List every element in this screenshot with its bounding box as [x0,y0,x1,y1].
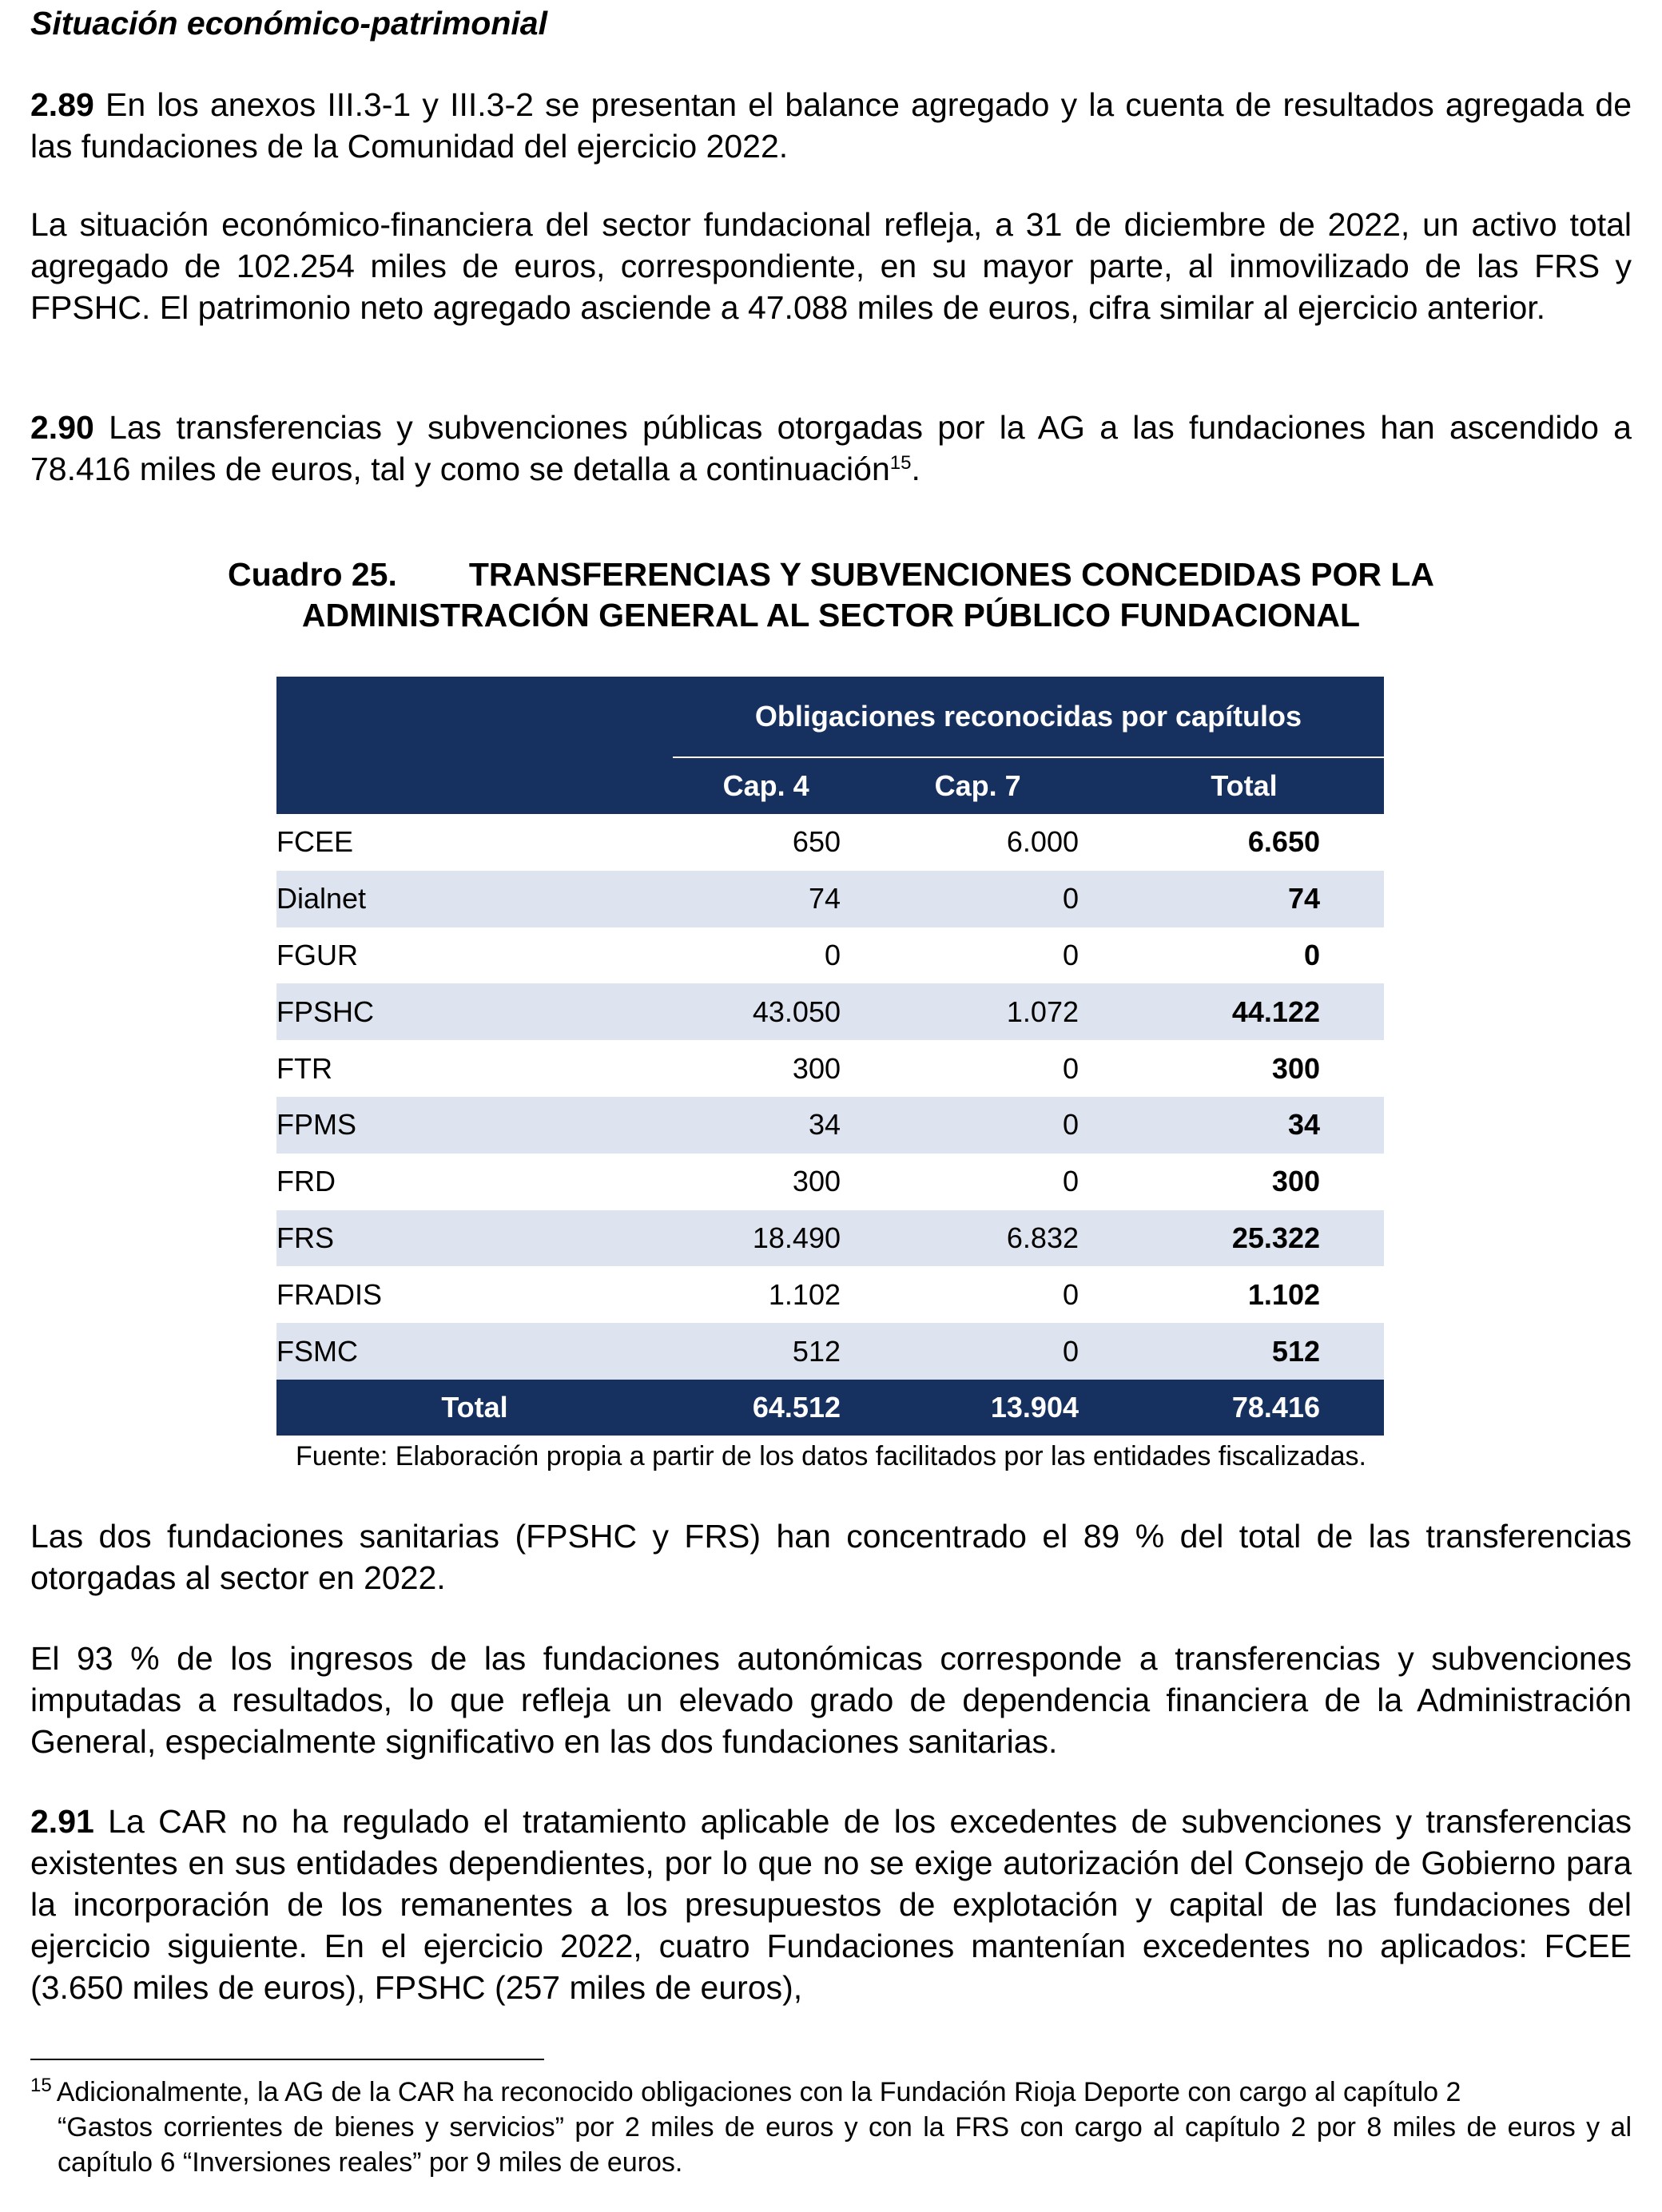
paragraph-number: 2.91 [30,1803,94,1840]
row-values [673,1266,1384,1323]
row-values [673,1040,1384,1097]
row-values [673,1210,1384,1267]
total-total: 78.416 [1231,1390,1320,1424]
row-values [673,1097,1384,1154]
table-row [276,927,1384,984]
caption-label: Cuadro 25. [227,556,397,593]
row-name: FSMC [276,1334,358,1368]
footnote-reference[interactable]: 15 [889,452,912,474]
row-name: FRD [276,1165,336,1198]
paragraph-number: 2.89 [30,86,94,123]
table-row [276,1323,1384,1380]
total-values [673,1380,1384,1436]
footnote-continuation: “Gastos corrientes de bienes y servicios” por 2 miles de euros y con la FRS con cargo al capítulo 2 por 8 miles de euros y al capítulo 6 “Inversiones reales” por 9 miles de euros. [58,2112,1632,2178]
column-header-cap4: Cap. 4 [722,769,809,802]
row-cap7: 0 [1062,882,1079,915]
row-total: 1.102 [1247,1277,1320,1311]
table-total-row [276,1380,1384,1436]
row-total: 300 [1271,1165,1320,1198]
table-row [276,871,1384,927]
header-group [673,677,1384,757]
paragraph-2-89 [30,84,1632,167]
row-total: 0 [1303,938,1320,971]
total-cap7: 13.904 [990,1390,1079,1424]
row-name: FRADIS [276,1277,383,1311]
total-cap4: 64.512 [752,1390,841,1424]
row-values [673,814,1384,871]
column-headers [673,757,1384,814]
group-label: Obligaciones reconocidas por capítulos [754,700,1302,733]
row-cap7: 0 [1062,1051,1079,1085]
row-cap4: 650 [792,825,841,859]
row-cap7: 0 [1062,1277,1079,1311]
total-label: Total [441,1390,508,1424]
row-total: 512 [1271,1334,1320,1368]
row-cap4: 300 [792,1051,841,1085]
table-row [276,1266,1384,1323]
row-cap4: 300 [792,1165,841,1198]
column-header-cap7: Cap. 7 [934,769,1021,802]
row-cap4: 18.490 [752,1221,841,1254]
table-row [276,814,1384,871]
row-cap4: 0 [824,938,841,971]
paragraph-ingresos: El 93 % de los ingresos de las fundaciones autonómicas corresponde a transferencias y subvenciones imputadas a resultados, lo que refleja un elevado grado de dependencia financiera de la Administración General, especialmente significativo en las dos fundaciones sanitarias. [30,1640,1632,1760]
transfers-table-body [276,677,1384,1436]
paragraph-text: Las transferencias y subvenciones públicas otorgadas por la AG a las fundaciones han ascendido a 78.416 miles de euros, tal y como se detalla a continuación [30,409,1632,487]
table-row [276,1154,1384,1210]
table-row [276,983,1384,1040]
header-blank-2 [276,757,673,814]
row-cap4: 74 [808,882,841,915]
paragraph-2-90 [30,407,1632,490]
row-values [673,1154,1384,1210]
table-source: Fuente: Elaboración propia a partir de los datos facilitados por las entidades fiscalizadas. [296,1441,1366,1471]
paragraph-number: 2.90 [30,409,94,446]
table-row [276,1097,1384,1154]
paragraph-situacion: La situación económico-financiera del sector fundacional refleja, a 31 de diciembre de 2022, un activo total agregado de 102.254 miles de euros, correspondiente, en su mayor parte, al inmovilizado de las FRS y FPSHC. El patrimonio neto agregado asciende a 47.088 miles de euros, cifra similar al ejercicio anterior. [30,206,1632,326]
row-values [673,983,1384,1040]
footnote-15 [30,2068,1632,2180]
paragraph-text: En los anexos III.3-1 y III.3-2 se presentan el balance agregado y la cuenta de resultados agregada de las fundaciones de la Comunidad del ejercicio 2022. [30,86,1632,165]
row-total: 44.122 [1231,995,1320,1028]
row-cap7: 6.000 [1006,825,1079,859]
caption-title-2: ADMINISTRACIÓN GENERAL AL SECTOR PÚBLICO FUNDACIONAL [301,597,1361,633]
row-cap7: 0 [1062,1334,1079,1368]
paragraph-end: . [911,451,920,487]
row-cap7: 0 [1062,938,1079,971]
row-name: FPMS [276,1108,357,1142]
row-cap7: 6.832 [1006,1221,1079,1254]
row-name: FGUR [276,938,358,971]
footnote-separator [30,2059,544,2060]
row-name: FRS [276,1221,334,1254]
row-cap4: 1.102 [768,1277,841,1311]
row-total: 300 [1271,1051,1320,1085]
footnote-line-1: Adicionalmente, la AG de la CAR ha reconocido obligaciones con la Fundación Rioja Deporte con cargo al capítulo 2 [56,2077,1461,2107]
paragraph-text: La CAR no ha regulado el tratamiento aplicable de los excedentes de subvenciones y transferencias existentes en sus entidades dependientes, por lo que no se exige autorización del Consejo de Gobierno para la incorporación de los remanentes a los presupuestos de explotación y capital de las fundaciones del ejercicio siguiente. En el ejercicio 2022, cuatro Fundaciones mantenían excedentes no aplicados: FCEE (3.650 miles de euros), FPSHC (257 miles de euros), [30,1803,1632,2006]
row-total: 6.650 [1247,825,1320,859]
row-total: 74 [1287,882,1320,915]
row-name: FPSHC [276,995,375,1028]
row-name: Dialnet [276,882,367,915]
row-total: 34 [1287,1108,1320,1142]
footnote-number: 15 [30,2075,52,2096]
column-header-total: Total [1211,769,1278,802]
row-values [673,871,1384,927]
paragraph-sanitarias: Las dos fundaciones sanitarias (FPSHC y FRS) han concentrado el 89 % del total de las transferencias otorgadas al sector en 2022. [30,1518,1632,1596]
caption-line-1 [80,554,1582,595]
table-row [276,1210,1384,1267]
row-name: FTR [276,1051,332,1085]
header-blank-1 [276,677,673,757]
row-cap4: 34 [808,1108,841,1142]
row-cap7: 0 [1062,1108,1079,1142]
table-header-group-row [276,677,1384,757]
row-values [673,1323,1384,1380]
table-body [276,814,1384,1380]
table-caption [80,554,1582,636]
row-cap4: 43.050 [752,995,841,1028]
row-values [673,927,1384,984]
row-cap7: 0 [1062,1165,1079,1198]
paragraph-2-91 [30,1801,1632,2008]
row-total: 25.322 [1231,1221,1320,1254]
caption-title-1: TRANSFERENCIAS Y SUBVENCIONES CONCEDIDAS POR LA [468,556,1435,593]
table-row [276,1040,1384,1097]
row-name: FCEE [276,825,354,859]
row-cap7: 1.072 [1006,995,1079,1028]
row-cap4: 512 [792,1334,841,1368]
section-title: Situación económico-patrimonial [30,5,547,42]
table-header-columns-row [276,757,1384,814]
